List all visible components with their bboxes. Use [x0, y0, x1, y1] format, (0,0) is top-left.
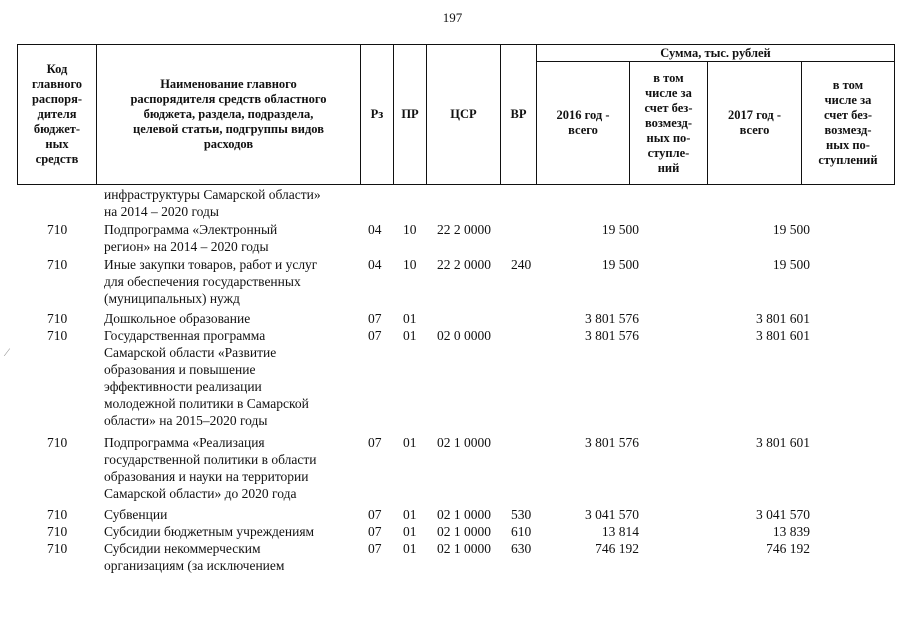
row-name-line: Дошкольное образование [104, 311, 251, 326]
row-csr: 22 2 0000 [437, 257, 491, 272]
header-name: Наименование главного распорядителя средств областного бюджета, раздела, подраздела, целевой статьи, подгруппы видов расходов [97, 45, 361, 185]
row-y2016: 3 801 576 [585, 435, 639, 450]
row-vr: 530 [511, 507, 532, 522]
row-name-line: Подпрограмма «Электронный [104, 222, 278, 237]
row-name-line: молодежной политики в Самарской [104, 396, 309, 411]
row-name-line: организациям (за исключением [104, 558, 285, 573]
row-code: 710 [47, 257, 68, 272]
row-name-line: Самарской области» до 2020 года [104, 486, 297, 501]
row-y2016: 3 041 570 [585, 507, 639, 522]
row-pr: 01 [403, 524, 417, 539]
row-name [104, 221, 277, 255]
row-name-line: для обеспечения государственных [104, 274, 301, 289]
header-csr: ЦСР [427, 45, 501, 185]
row-csr: 22 2 0000 [437, 222, 491, 237]
row-name-line: Иные закупки товаров, работ и услуг [104, 257, 318, 272]
header-2016-total: 2016 год - всего [537, 62, 630, 185]
row-name-line: области» на 2015–2020 годы [104, 413, 268, 428]
row-code: 710 [47, 222, 68, 237]
row-code: 710 [47, 541, 68, 556]
row-name [104, 186, 321, 220]
row-name-line: Государственная программа [104, 328, 266, 343]
row-pr: 01 [403, 311, 417, 326]
row-y2017: 3 801 601 [756, 311, 810, 326]
row-y2017: 3 041 570 [756, 507, 810, 522]
row-rz: 07 [368, 541, 382, 556]
row-name [104, 506, 167, 523]
row-rz: 07 [368, 328, 382, 343]
table-row [0, 327, 905, 429]
row-name-line: Самарской области «Развитие [104, 345, 277, 360]
row-pr: 01 [403, 435, 417, 450]
row-name-line: Субсидии бюджетным учреждениям [104, 524, 315, 539]
row-y2017: 3 801 601 [756, 435, 810, 450]
row-pr: 10 [403, 257, 417, 272]
row-name [104, 310, 250, 327]
table-row [0, 434, 905, 502]
row-pr: 01 [403, 328, 417, 343]
row-code: 710 [47, 311, 68, 326]
header-rz: Рз [361, 45, 394, 185]
row-csr: 02 1 0000 [437, 524, 491, 539]
row-name-line: (муниципальных) нужд [104, 291, 240, 306]
row-name-line: эффективности реализации [104, 379, 262, 394]
row-csr: 02 1 0000 [437, 507, 491, 522]
row-name [104, 327, 309, 429]
row-name [104, 540, 284, 574]
row-y2017: 19 500 [772, 222, 810, 237]
row-y2017: 13 839 [772, 524, 810, 539]
table-row [0, 221, 905, 255]
row-csr: 02 1 0000 [437, 541, 491, 556]
row-vr: 610 [511, 524, 532, 539]
row-y2017: 19 500 [772, 257, 810, 272]
row-name [104, 523, 314, 540]
row-csr: 02 0 0000 [437, 328, 491, 343]
table-row [0, 186, 905, 220]
header-2017-total: 2017 год - всего [708, 62, 802, 185]
row-y2016: 19 500 [601, 257, 639, 272]
row-rz: 04 [368, 222, 382, 237]
row-rz: 07 [368, 435, 382, 450]
row-pr: 10 [403, 222, 417, 237]
row-vr: 240 [511, 257, 532, 272]
row-y2016: 13 814 [601, 524, 639, 539]
header-sum-title: Сумма, тыс. рублей [537, 45, 895, 62]
header-code: Код главного распоря- дителя бюджет- ных средств [18, 45, 97, 185]
row-code: 710 [47, 328, 68, 343]
row-name-line: регион» на 2014 – 2020 годы [104, 239, 269, 254]
row-y2017: 3 801 601 [756, 328, 810, 343]
table-row [0, 310, 905, 327]
row-name-line: на 2014 – 2020 годы [104, 204, 219, 219]
table-row [0, 506, 905, 523]
header-pr: ПР [394, 45, 427, 185]
row-y2016: 19 500 [601, 222, 639, 237]
row-y2016: 3 801 576 [585, 311, 639, 326]
page-number: 197 [442, 10, 463, 25]
row-rz: 07 [368, 524, 382, 539]
header-2016-free: в том числе за счет без- возмезд- ных по- ступле- ний [630, 62, 708, 185]
row-y2017: 746 192 [766, 541, 810, 556]
row-y2016: 3 801 576 [585, 328, 639, 343]
row-name-line: Субвенции [104, 507, 168, 522]
row-y2016: 746 192 [595, 541, 639, 556]
table-row [0, 523, 905, 540]
row-name-line: образования и повышение [104, 362, 256, 377]
table-header [17, 44, 895, 185]
row-name-line: инфраструктуры Самарской области» [104, 187, 321, 202]
row-name-line: образования и науки на территории [104, 469, 309, 484]
row-rz: 04 [368, 257, 382, 272]
table-row [0, 256, 905, 307]
row-name-line: Субсидии некоммерческим [104, 541, 261, 556]
row-name-line: Подпрограмма «Реализация [104, 435, 265, 450]
row-pr: 01 [403, 507, 417, 522]
row-name-line: государственной политики в области [104, 452, 317, 467]
row-vr: 630 [511, 541, 532, 556]
row-code: 710 [47, 507, 68, 522]
header-vr: ВР [501, 45, 537, 185]
row-name [104, 256, 317, 307]
table-row [0, 540, 905, 574]
row-rz: 07 [368, 311, 382, 326]
header-2017-free: в том числе за счет без- возмезд- ных по- ступлений [802, 62, 895, 185]
row-rz: 07 [368, 507, 382, 522]
row-csr: 02 1 0000 [437, 435, 491, 450]
row-code: 710 [47, 524, 68, 539]
row-name [104, 434, 317, 502]
scan-mark: ⁄ [6, 345, 9, 359]
row-code: 710 [47, 435, 68, 450]
row-pr: 01 [403, 541, 417, 556]
